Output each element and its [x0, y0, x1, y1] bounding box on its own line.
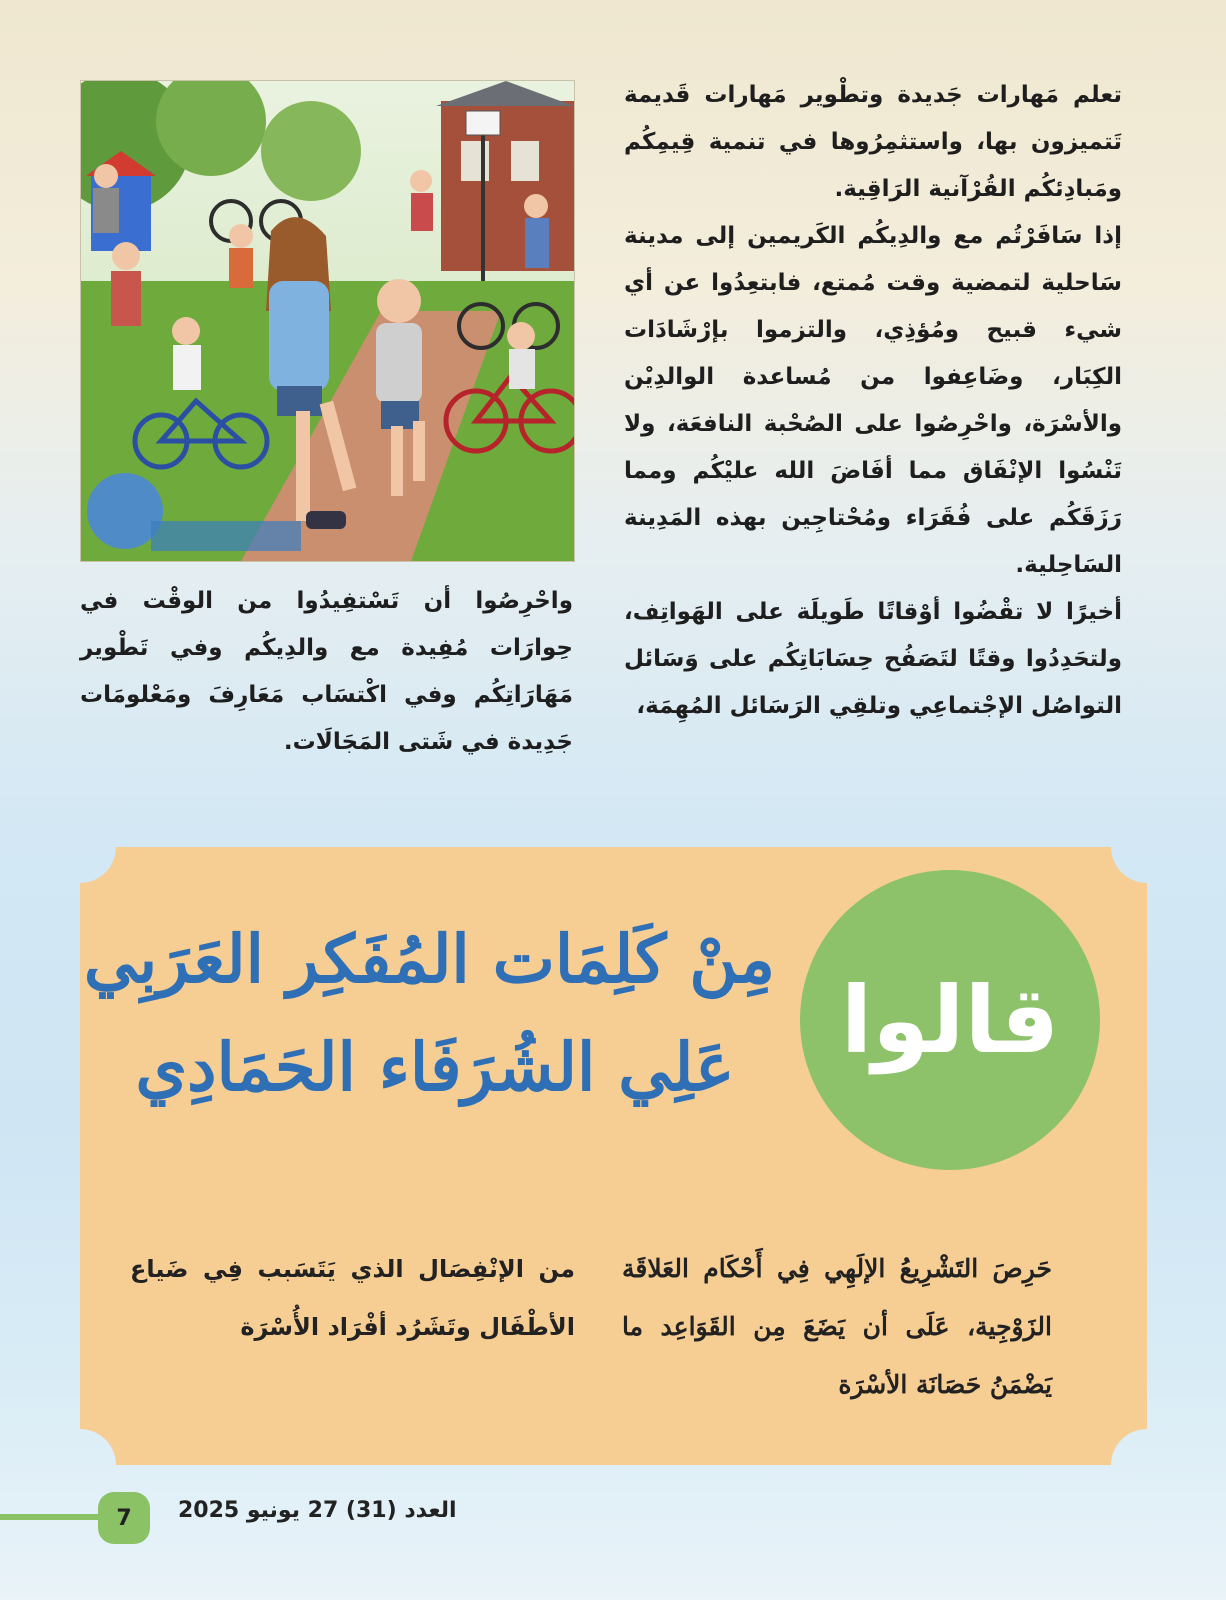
- quote-title-line-1: مِنْ كَلِمَات المُفَكِر العَرَبِي: [83, 920, 775, 998]
- footer-accent-line: [0, 1514, 100, 1520]
- page-number: 7: [98, 1492, 150, 1544]
- quote-text-left: من الإنْفِصَال الذي يَتَسَبب فِي ضَياع الأطْفَال وتَشَرُد أفْرَاد الأُسْرَة: [130, 1255, 575, 1341]
- qalu-badge-label: قالوا: [840, 966, 1060, 1074]
- article-paragraph-1: تعلم مَهارات جَديدة وتطْوير مَهارات قَديمة تَتميزون بها، واستثمِرُوها في تنمية قِيمِكُم ومَبادِئكُم القُرْآنية الرَاقِية.: [624, 82, 1122, 202]
- quote-title: [83, 905, 775, 1121]
- article-left-column: واحْرِصُوا أن تَسْتفِيدُوا من الوقْت في حِوارَات مُفِيدة مع والدِيكُم وفي تَطْوير مَهَارَاتِكُم وفي اكْتسَاب مَعَارِفَ ومَعْلومَات جَدِيدة في شَتى المَجَالَات.: [80, 588, 573, 755]
- school-building: [441, 101, 574, 271]
- quote-title-line-2: عَلِي الشُرَفَاء الحَمَادِي: [135, 1028, 735, 1106]
- article-paragraph-2: إذا سَافَرْتُم مع والدِيكُم الكَريمين إلى مدينة سَاحلية لتمضية وقت مُمتع، فابتعِدُوا عن أي شيء قبيح ومُؤذِي، والتزموا بإرْشَادَات الكِبَار، وضَاعِفوا من مُساعدة الوالدِيْن والأسْرَة، واحْرِصُوا على الصُحْبة النافعَة، ولا تَنْسُوا الإنْفَاق مما أفَاضَ الله عليْكُم ومما رَزَقَكُم على فُقَرَاء ومُحْتاجِين بهذه المَدِينة السَاحِلية.: [624, 223, 1122, 578]
- quote-text-right: حَرِصَ التَشْرِيعُ الإلَهِي فِي أَحْكَام العَلاقَة الزَوْجِية، عَلَى أن يَضَعَ مِن القَوَاعِد ما يَضْمَنُ حَصَانَة الأسْرَة: [622, 1254, 1052, 1399]
- qalu-badge: [800, 870, 1100, 1170]
- children-playing-photo: [80, 80, 575, 562]
- issue-info: العدد (31) 27 يونيو 2025: [178, 1498, 457, 1523]
- article-paragraph-3: أخيرًا لا تقْضُوا أوْقاتًا طَويلَة على الهَواتِف، ولتحَدِدُوا وقتًا لتَصَفُح حِسَابَاتِكُم على وَسَائل التواصُل الإجْتماعِي وتلقِي الرَسَائل المُهِمَة،: [624, 599, 1122, 719]
- article-right-column: [624, 72, 1122, 730]
